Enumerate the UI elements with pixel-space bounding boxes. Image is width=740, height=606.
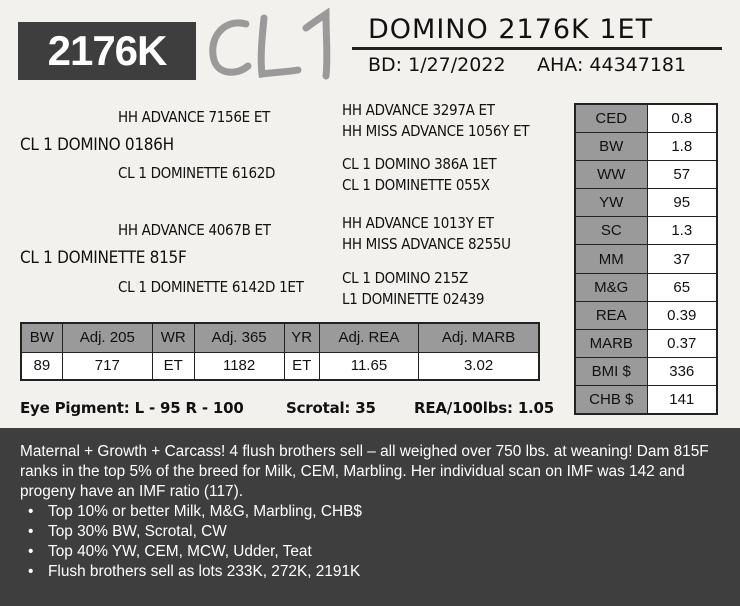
epd-row <box>575 386 717 414</box>
epd-label: REA <box>575 301 647 329</box>
pedigree-dam-sire: HH ADVANCE 4067B ET <box>118 221 271 239</box>
pedigree-sire-sire-dam: HH MISS ADVANCE 1056Y ET <box>342 122 530 140</box>
epd-row <box>575 217 717 245</box>
pedigree-dam: CL 1 DOMINETTE 815F <box>20 248 187 268</box>
lot-number-badge <box>18 22 196 80</box>
epd-label: BMI $ <box>575 358 647 386</box>
lot-number: 2176K <box>47 27 167 74</box>
description-panel <box>0 428 740 606</box>
scrotal: Scrotal: 35 <box>286 399 376 417</box>
epd-value: 0.37 <box>647 330 717 358</box>
epd-label: SC <box>575 217 647 245</box>
highlight-item: • Top 10% or better Milk, M&G, Marbling, CHB$ <box>20 502 720 522</box>
epd-row <box>575 358 717 386</box>
epd-row <box>575 301 717 329</box>
epd-value: 1.8 <box>647 132 717 160</box>
brand-logo <box>202 8 352 86</box>
performance-header: WR <box>152 323 194 352</box>
epd-label: MM <box>575 245 647 273</box>
epd-value: 95 <box>647 189 717 217</box>
epd-label: CHB $ <box>575 386 647 414</box>
epd-label: MARB <box>575 330 647 358</box>
performance-header: Adj. REA <box>319 323 418 352</box>
performance-value: 11.65 <box>319 352 418 380</box>
epd-value: 141 <box>647 386 717 414</box>
pedigree-sire-dam-dam: CL 1 DOMINETTE 055X <box>342 176 490 194</box>
pedigree-dam-sire-dam: HH MISS ADVANCE 8255U <box>342 235 511 253</box>
performance-header: Adj. 365 <box>194 323 284 352</box>
epd-row <box>575 330 717 358</box>
epd-label: BW <box>575 132 647 160</box>
epd-value: 1.3 <box>647 217 717 245</box>
epd-label: WW <box>575 160 647 188</box>
epd-label: CED <box>575 104 647 132</box>
highlight-item: • Flush brothers sell as lots 233K, 272K, 2191K <box>20 562 720 582</box>
epd-value: 37 <box>647 245 717 273</box>
performance-header: Adj. 205 <box>62 323 152 352</box>
pedigree-dam-dam-dam: L1 DOMINETTE 02439 <box>342 290 485 308</box>
performance-value: 1182 <box>194 352 284 380</box>
pedigree-dam-sire-sire: HH ADVANCE 1013Y ET <box>342 214 494 232</box>
epd-row <box>575 132 717 160</box>
performance-value: 3.02 <box>419 352 539 380</box>
performance-value: 717 <box>62 352 152 380</box>
highlight-list <box>20 502 720 582</box>
pedigree-dam-dam: CL 1 DOMINETTE 6142D 1ET <box>118 278 304 296</box>
performance-header: BW <box>21 323 62 352</box>
epd-value: 336 <box>647 358 717 386</box>
animal-name: DOMINO 2176K 1ET <box>368 14 654 45</box>
performance-value: 89 <box>21 352 62 380</box>
performance-header: YR <box>284 323 319 352</box>
performance-value: ET <box>284 352 319 380</box>
performance-header: Adj. MARB <box>419 323 539 352</box>
title-divider <box>352 47 722 50</box>
pedigree-sire: CL 1 DOMINO 0186H <box>20 135 174 155</box>
epd-label: YW <box>575 189 647 217</box>
description-paragraph: Maternal + Growth + Carcass! 4 flush brothers sell – all weighed over 750 lbs. at weaning! Dam 815F ranks in the top 5% of the breed for Milk, CEM, Marbling. Her individual scan on IMF was 142 and progeny have an IMF ratio (117). <box>20 443 709 500</box>
epd-row <box>575 273 717 301</box>
epd-row <box>575 104 717 132</box>
registration-number: AHA: 44347181 <box>537 54 687 76</box>
epd-table <box>574 103 718 415</box>
epd-value: 57 <box>647 160 717 188</box>
epd-row <box>575 160 717 188</box>
performance-value: ET <box>152 352 194 380</box>
epd-value: 0.8 <box>647 104 717 132</box>
epd-row <box>575 245 717 273</box>
birth-date: BD: 1/27/2022 <box>368 54 506 76</box>
rea-per-100lbs: REA/100lbs: 1.05 <box>414 399 555 417</box>
performance-table <box>20 322 540 381</box>
epd-value: 65 <box>647 273 717 301</box>
highlight-item: • Top 30% BW, Scrotal, CW <box>20 522 720 542</box>
eye-pigment: Eye Pigment: L - 95 R - 100 <box>20 399 244 417</box>
pedigree-sire-sire: HH ADVANCE 7156E ET <box>118 108 270 126</box>
epd-label: M&G <box>575 273 647 301</box>
pedigree-sire-dam-sire: CL 1 DOMINO 386A 1ET <box>342 155 497 173</box>
epd-row <box>575 189 717 217</box>
pedigree-dam-dam-sire: CL 1 DOMINO 215Z <box>342 269 468 287</box>
highlight-item: • Top 40% YW, CEM, MCW, Udder, Teat <box>20 542 720 562</box>
pedigree-sire-dam: CL 1 DOMINETTE 6162D <box>118 164 276 182</box>
epd-value: 0.39 <box>647 301 717 329</box>
pedigree-sire-sire-sire: HH ADVANCE 3297A ET <box>342 101 495 119</box>
